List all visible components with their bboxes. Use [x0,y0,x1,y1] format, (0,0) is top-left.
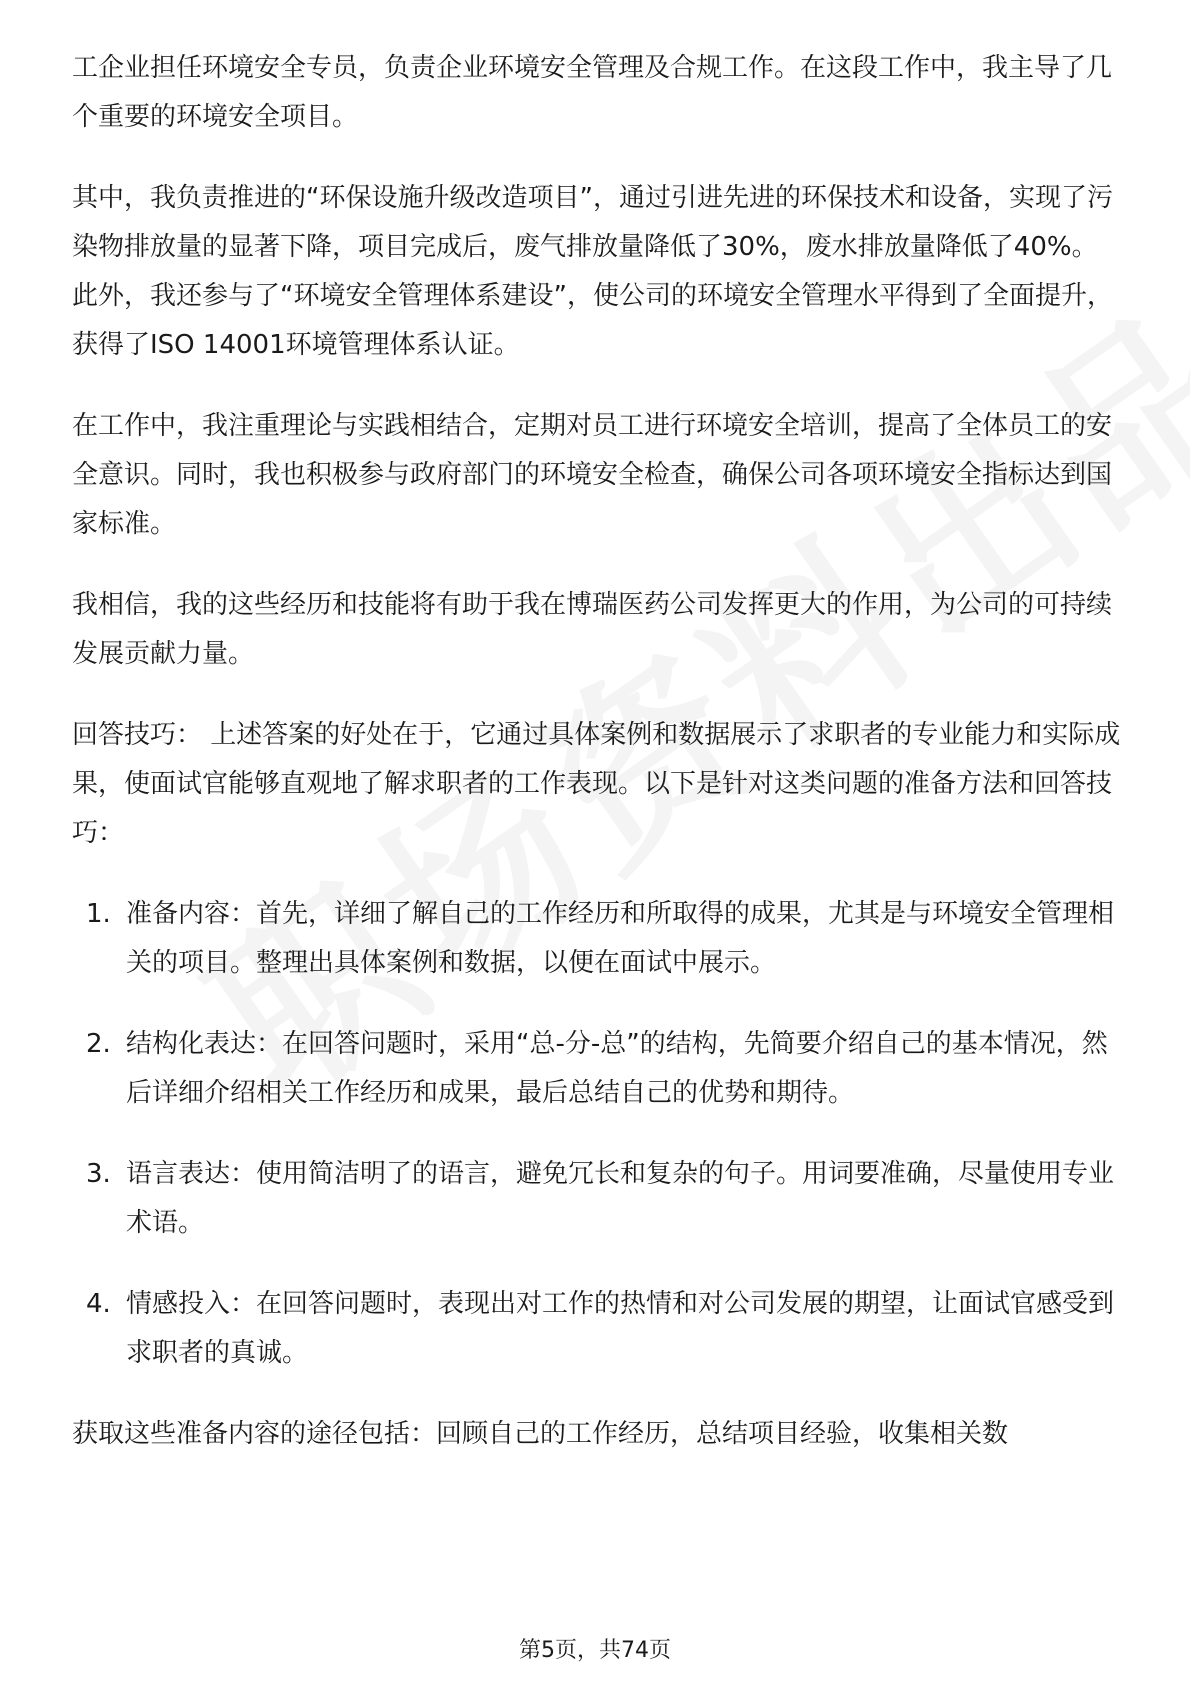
list-item-number: 4. [86,1289,111,1319]
tips-list [72,890,1122,1378]
list-item [72,1020,1122,1118]
list-item [72,1150,1122,1248]
list-item-number: 2. [86,1029,111,1059]
paragraph-intro: 工企业担任环境安全专员，负责企业环境安全管理及合规工作。在这段工作中，我主导了几个重要的环境安全项目。 [72,53,1113,132]
paragraph-training: 在工作中，我注重理论与实践相结合，定期对员工进行环境安全培训，提高了全体员工的安全意识。同时，我也积极参与政府部门的环境安全检查，确保公司各项环境安全指标达到国家标准。 [72,411,1113,539]
list-item-text: 结构化表达：在回答问题时，采用“总-分-总”的结构，先简要介绍自己的基本情况，然后详细介绍相关工作经历和成果，最后总结自己的优势和期待。 [126,1029,1108,1108]
paragraph-belief: 我相信，我的这些经历和技能将有助于我在博瑞医药公司发挥更大的作用，为公司的可持续发展贡献力量。 [72,590,1113,669]
paragraph-answer-tips: 回答技巧： 上述答案的好处在于，它通过具体案例和数据展示了求职者的专业能力和实际成果，使面试官能够直观地了解求职者的工作表现。以下是针对这类问题的准备方法和回答技巧： [72,720,1121,848]
paragraph-projects: 其中，我负责推进的“环保设施升级改造项目”，通过引进先进的环保技术和设备，实现了污染物排放量的显著下降，项目完成后，废气排放量降低了30%，废水排放量降低了40%。此外，我还参与了“环境安全管理体系建设”，使公司的环境安全管理水平得到了全面提升，获得了ISO 14001环境管理体系认证。 [72,183,1113,360]
list-item-text: 语言表达：使用简洁明了的语言，避免冗长和复杂的句子。用词要准确，尽量使用专业术语。 [126,1159,1115,1238]
page-number-footer: 第5页，共74页 [519,1638,671,1663]
list-item-number: 1. [86,899,111,929]
list-item [72,890,1122,988]
list-item-number: 3. [86,1159,111,1189]
list-item-text: 准备内容：首先，详细了解自己的工作经历和所取得的成果，尤其是与环境安全管理相关的项目。整理出具体案例和数据，以便在面试中展示。 [126,899,1115,978]
list-item-text: 情感投入：在回答问题时，表现出对工作的热情和对公司发展的期望，让面试官感受到求职者的真诚。 [126,1289,1115,1368]
paragraph-closing: 获取这些准备内容的途径包括：回顾自己的工作经历，总结项目经验，收集相关数 [72,1419,1009,1449]
document-body [72,44,1122,1489]
list-item [72,1280,1122,1378]
